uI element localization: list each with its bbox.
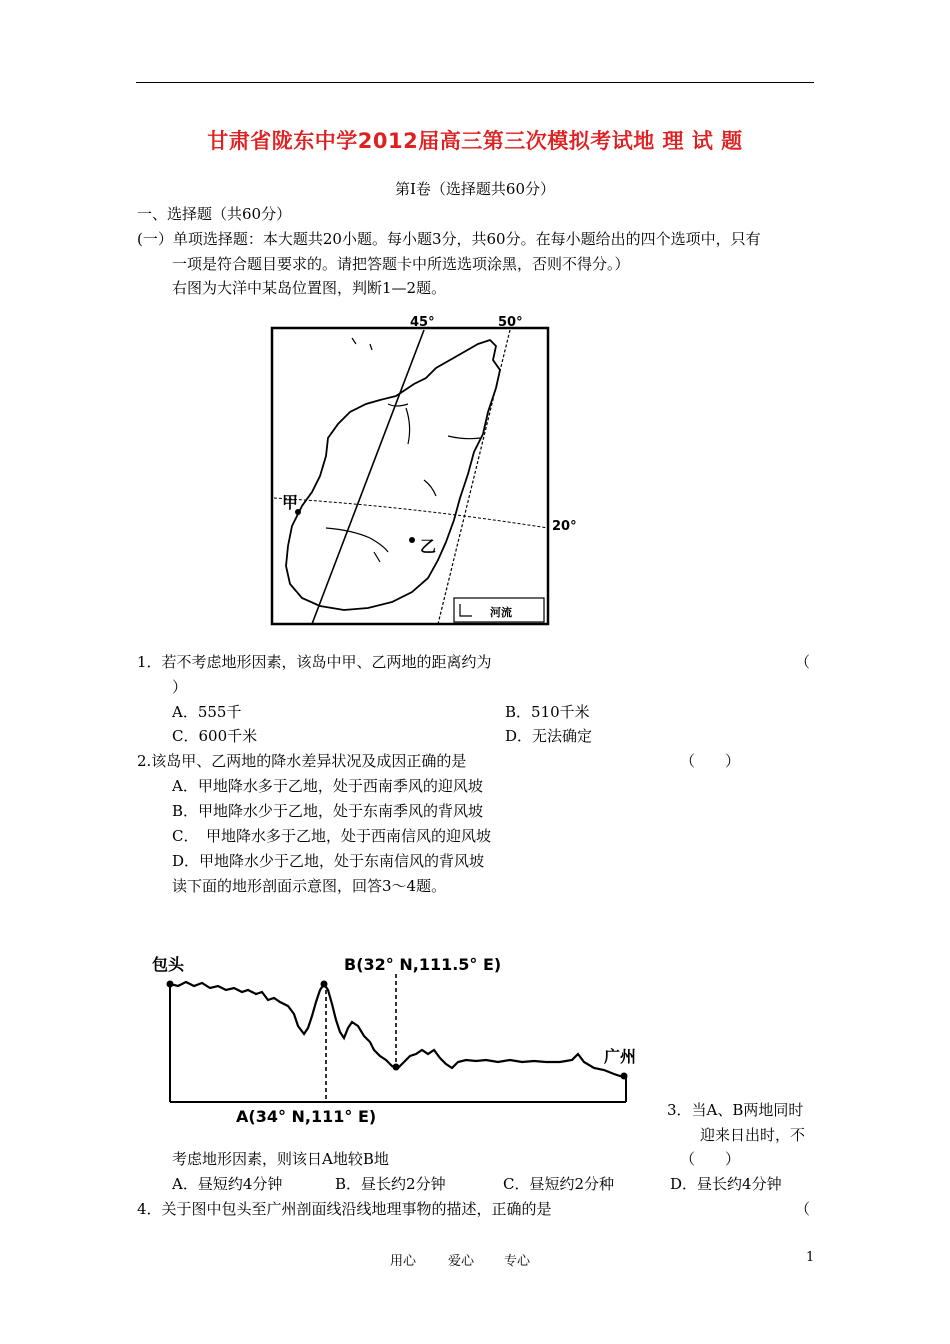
label-jia: 甲 [282,493,299,512]
legend-river-symbol [460,604,472,616]
q1-option-b: B．510千米 [505,703,590,721]
q3-option-a: A．昼短约4分钟 [172,1175,283,1193]
terrain-profile [148,950,648,1130]
label-yi: 乙 [420,537,437,556]
q2-option-b: B．甲地降水少于乙地，处于东南季风的背风坡 [172,802,484,820]
q2-paren: （ ） [680,752,741,770]
meridian-45 [312,330,424,624]
part-heading: 一、选择题（共60分） [137,205,292,223]
question-1-2-intro: 右图为大洋中某岛位置图，判断1—2题。 [172,279,447,297]
meridian-50 [438,330,510,624]
q4-paren-open: （ [795,1200,811,1218]
label-point-b: B(32° N,111.5° E) [344,955,502,974]
header-rule [136,82,814,83]
footer-slogan-2: 爱心 [448,1254,475,1269]
river-1 [326,528,388,552]
q1-option-c: C．600千米 [172,727,258,745]
q3-stem-line-1: 3．当A、B两地同时 [667,1101,804,1119]
point-b [393,1064,400,1071]
island-outline [286,340,500,610]
river-2 [406,408,480,444]
q3-stem-line-2: 迎来日出时，不 [700,1126,806,1144]
q1-option-a: A．555千 [172,703,242,721]
instruction-line-2: 一项是符合题目要求的。请把答题卡中所选选项涂黑，否则不得分。） [172,255,630,273]
q2-option-a: A．甲地降水多于乙地，处于西南季风的迎风坡 [172,777,483,795]
page-number: 1 [806,1250,815,1265]
map-frame [272,328,548,624]
label-lon-45: 45° [410,315,435,330]
point-baotou [167,981,174,988]
label-point-a: A(34° N,111° E) [236,1107,377,1126]
q3-option-d: D．昼长约4分钟 [670,1175,782,1193]
instruction-line-1: (一）单项选择题：本大题共20小题。每小题3分，共60分。在每小题给出的四个选项中，只有 [137,230,761,248]
q1-paren-close: ） [172,678,188,696]
q4-stem: 4．关于图中包头至广州剖面线沿线地理事物的描述，正确的是 [137,1200,552,1218]
q2-option-c: C． 甲地降水多于乙地，处于西南信风的迎风坡 [172,827,491,845]
exam-title: 甘肃省陇东中学2012届高三第三次模拟考试地 理 试 题 [207,129,743,153]
label-baotou: 包头 [152,955,185,974]
q1-option-d: D．无法确定 [505,727,593,745]
label-lat-20: 20° [552,519,577,534]
island-map [268,316,578,631]
footer-slogan-1: 用心 [390,1254,417,1269]
legend-river-label: 河流 [490,606,512,619]
footer-slogan-3: 专心 [504,1254,531,1269]
label-lon-50: 50° [498,315,523,330]
parallel-20 [274,498,548,528]
q2-option-d: D．甲地降水少于乙地，处于东南信风的背风坡 [172,852,485,870]
question-3-4-intro: 读下面的地形剖面示意图，回答3～4题。 [172,877,447,895]
section-title: 第Ⅰ卷（选择题共60分） [394,180,555,198]
label-guangzhou: 广州 [604,1047,637,1066]
q3-stem-line-3: 考虑地形因素，则该日A地较B地 [172,1150,389,1168]
offshore-islet [352,338,372,350]
point-a-peak [321,981,328,988]
q3-option-c: C．昼短约2分种 [503,1175,615,1193]
q1-stem: 1．若不考虑地形因素，该岛中甲、乙两地的距离约为 [137,653,492,671]
q3-paren: （ ） [680,1150,741,1168]
q1-paren-open: （ [795,653,811,671]
q2-stem: 2.该岛甲、乙两地的降水差异状况及成因正确的是 [137,752,467,770]
point-yi-marker [409,537,415,543]
river-4 [388,404,408,406]
terrain-line [170,982,626,1076]
q3-option-b: B．昼长约2分钟 [335,1175,446,1193]
point-guangzhou [621,1073,628,1080]
